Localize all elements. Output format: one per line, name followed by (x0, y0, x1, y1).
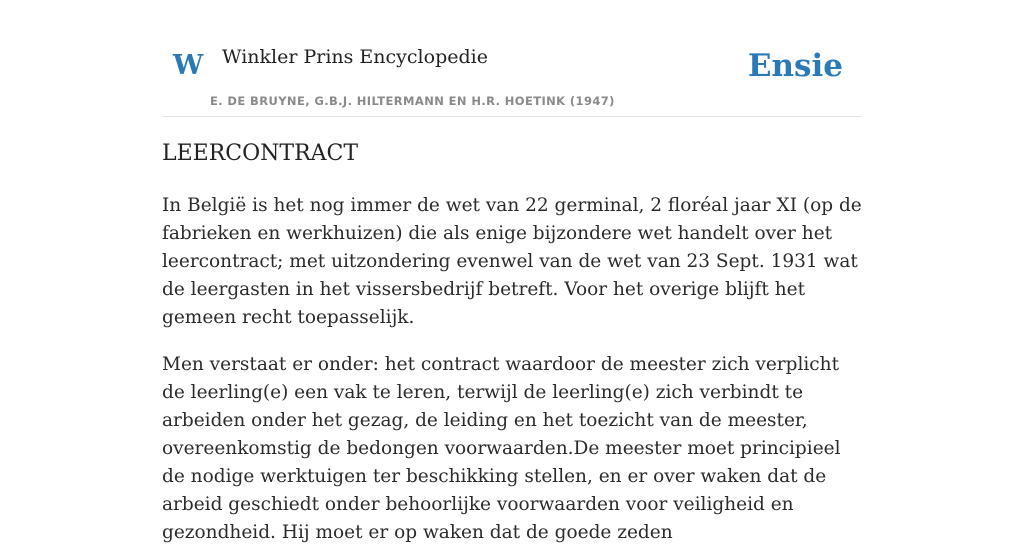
source-title[interactable]: Winkler Prins Encyclopedie (222, 46, 488, 68)
article-title: LEERCONTRACT (162, 141, 359, 166)
article-paragraph-2: Men verstaat er onder: het contract waardoor de meester zich verplicht de leerling(e) een vak te leren, terwijl de leerling(e) zich verbindt te arbeiden onder het gezag, de leiding en het toezicht van de meester, overeenkomstig de bedongen voorwaarden.De meester moet principieel de nodige werktuigen ter beschikking stellen, en er over waken dat de arbeid geschiedt onder behoorlijke voorwaarden voor veiligheid en gezondheid. Hij moet er op waken dat de goede zeden (162, 354, 841, 543)
source-header (162, 0, 862, 117)
page-container (162, 0, 862, 543)
source-authors: E. DE BRUYNE, G.B.J. HILTERMANN EN H.R. HOETINK (1947) (210, 94, 615, 108)
article-paragraph-1: In België is het nog immer de wet van 22 germinal, 2 floréal jaar XI (op de fabrieken en werkhuizen) die als enige bijzondere wet handelt over het leercontract; met uitzondering evenwel van de wet van 23 Sept. 1931 wat de leergasten in het vissersbedrijf betreft. Voor het overige blijft het gemeen recht toepasselijk. (162, 195, 862, 328)
ensie-logo[interactable]: Ensie (747, 48, 843, 84)
winkler-prins-logo-icon[interactable]: W (173, 50, 204, 81)
